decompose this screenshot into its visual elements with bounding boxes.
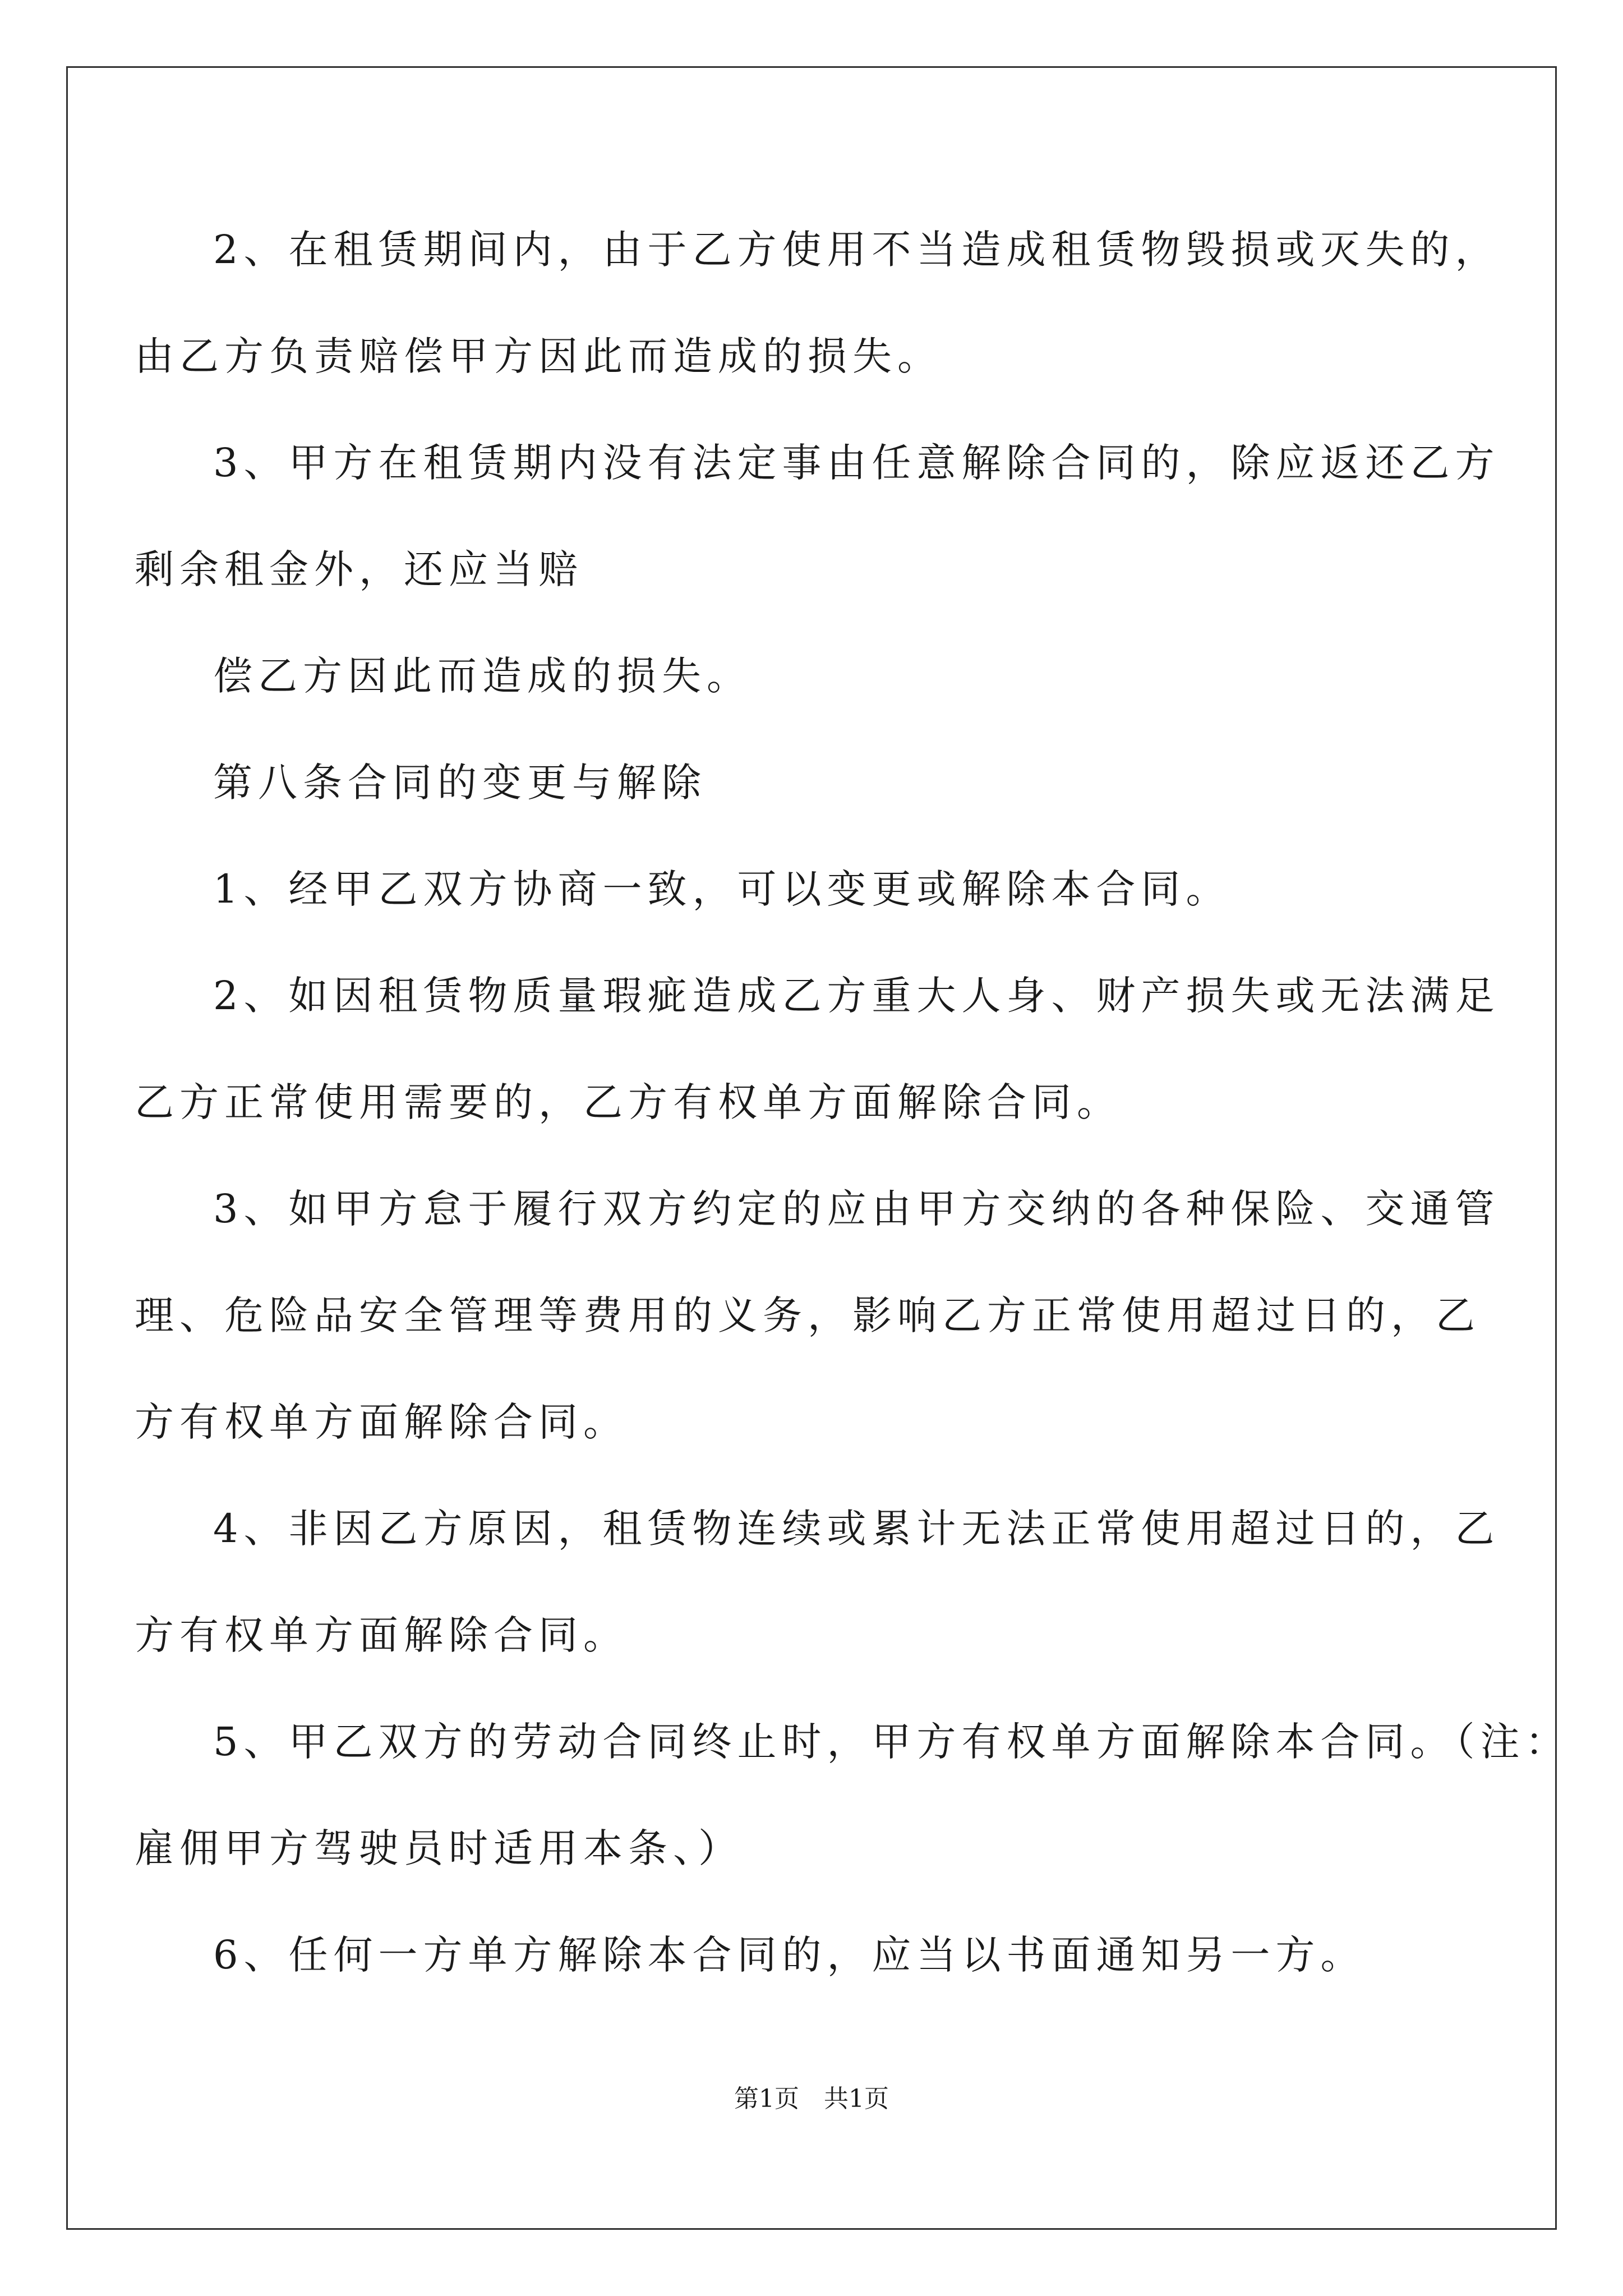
paragraph-line: 乙方正常使用需要的，乙方有权单方面解除合同。: [135, 1079, 1122, 1125]
paragraph-line: 方有权单方面解除合同。: [135, 1612, 628, 1658]
page-border: [66, 66, 1557, 2230]
page-number: 第1页 共1页: [734, 2085, 889, 2113]
section-heading: 第八条合同的变更与解除: [213, 760, 707, 806]
paragraph-line: 2、如因租赁物质量瑕疵造成乙方重大人身、财产损失或无法满足: [213, 973, 1500, 1019]
paragraph-line: 4、非因乙方原因，租赁物连续或累计无法正常使用超过日的，乙: [213, 1506, 1500, 1552]
paragraph-line: 3、如甲方怠于履行双方约定的应由甲方交纳的各种保险、交通管: [213, 1186, 1500, 1232]
paragraph-line: 雇佣甲方驾驶员时适用本条、）: [135, 1825, 743, 1871]
paragraph-line: 由乙方负责赔偿甲方因此而造成的损失。: [135, 333, 942, 379]
paragraph-line: 3、甲方在租赁期内没有法定事由任意解除合同的，除应返还乙方: [213, 440, 1500, 486]
paragraph-line: 1、经甲乙双方协商一致，可以变更或解除本合同。: [213, 866, 1231, 912]
paragraph-line: 6、任何一方单方解除本合同的，应当以书面通知另一方。: [213, 1932, 1366, 1978]
paragraph-line: 5、甲乙双方的劳动合同终止时，甲方有权单方面解除本合同。（注：: [213, 1719, 1570, 1765]
paragraph-line: 偿乙方因此而造成的损失。: [213, 653, 751, 699]
paragraph-line: 剩余租金外，还应当赔: [135, 546, 583, 592]
paragraph-line: 方有权单方面解除合同。: [135, 1399, 628, 1445]
paragraph-line: 2、在租赁期间内，由于乙方使用不当造成租赁物毁损或灭失的，: [213, 227, 1500, 273]
paragraph-line: 理、危险品安全管理等费用的义务，影响乙方正常使用超过日的，乙: [135, 1292, 1481, 1338]
